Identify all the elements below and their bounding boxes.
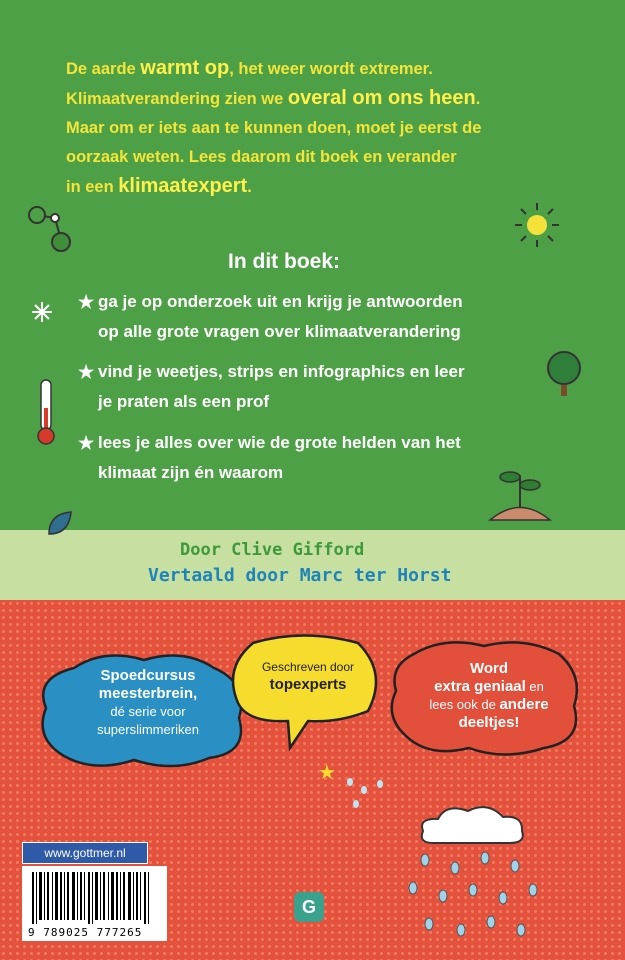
barcode [22, 866, 167, 941]
white-cloud-icon [418, 803, 528, 851]
star-icon: ★ [78, 433, 95, 453]
left-cloud-text: Spoedcursus meesterbrein, dé serie voor superslimmeriken [97, 667, 199, 737]
bullet-item: ★ ga je op onderzoek uit en krijg je antwoorden op alle grote vragen over klimaatverandering [98, 287, 538, 347]
star-icon: ★ [78, 362, 95, 382]
middle-cloud-text: Geschreven door topexperts [261, 660, 355, 693]
barcode-lines-icon [22, 866, 167, 926]
tree-icon [542, 348, 586, 398]
star-icon: ★ [78, 292, 95, 312]
publisher-logo: G [294, 892, 324, 922]
author-credit: Door Clive Gifford [180, 540, 365, 560]
molecule-icon [25, 200, 75, 260]
isbn-number: 9 789025 777265 [28, 926, 143, 939]
section-heading: In dit boek: [228, 250, 340, 273]
right-cloud-text: Word extra geniaal en lees ook de andere deeltjes! [429, 660, 549, 731]
sun-icon [512, 200, 562, 250]
publisher-url[interactable]: www.gottmer.nl [22, 842, 148, 864]
raindrops-icon [405, 850, 545, 945]
translator-credit: Vertaald door Marc ter Horst [148, 565, 452, 586]
raindrops-small-icon [342, 774, 392, 814]
thermometer-icon [34, 378, 58, 448]
sparkle-icon [30, 300, 54, 324]
bullet-item: ★ vind je weetjes, strips en infographics en leer je praten als een prof [98, 357, 538, 417]
star-icon: ★ [318, 762, 336, 784]
intro-text: De aarde warmt op, het weer wordt extremer. Klimaatverandering zien we overal om ons heen. Maar om er iets aan te kunnen doen, moet je eerst de oorzaak weten. Lees daarom dit boek en verander in een klimaatexpert. [66, 57, 482, 197]
leaf-icon [45, 508, 75, 538]
bullet-item: ★ lees je alles over wie de grote helden van het klimaat zijn én waarom [98, 428, 538, 488]
